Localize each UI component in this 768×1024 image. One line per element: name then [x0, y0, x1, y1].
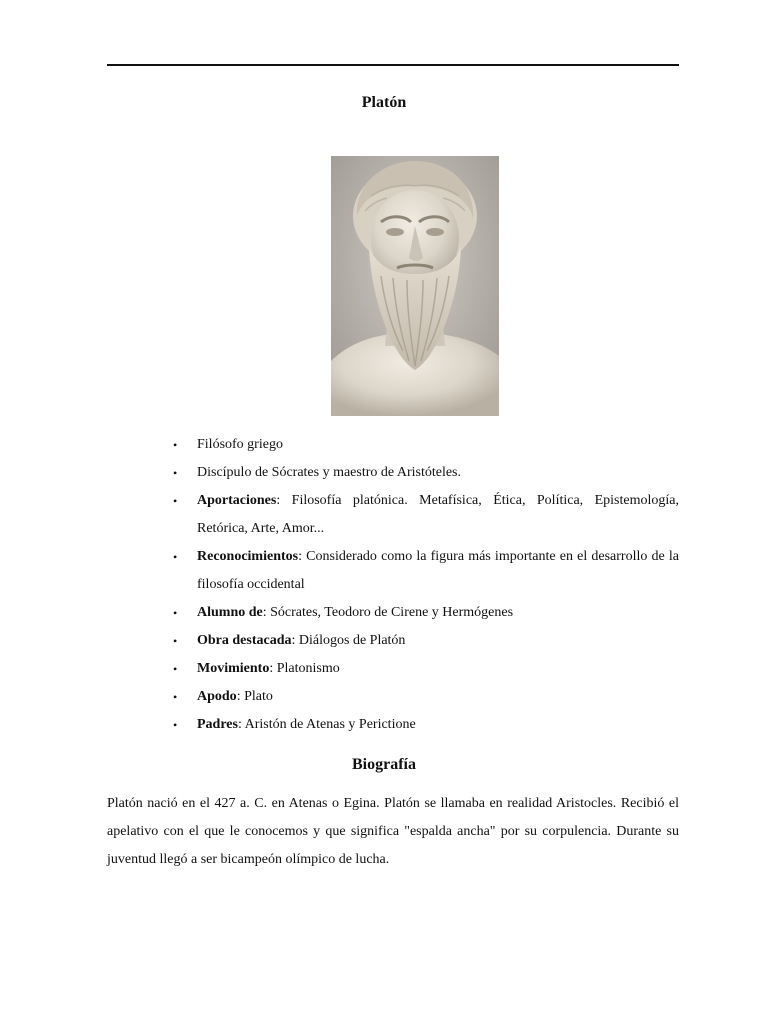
- list-item: [107, 487, 679, 543]
- fact-text: Diálogos de Platón: [298, 633, 406, 648]
- list-item: [107, 459, 679, 487]
- fact-separator: :: [276, 493, 292, 508]
- fact-text: Filosofía platónica. Metafísica, Ética, Política, Epistemología, Retórica, Arte, Amor...: [197, 493, 679, 536]
- fact-label: Movimiento: [197, 661, 270, 676]
- bullet-icon: •: [173, 718, 178, 732]
- facts-list: [107, 431, 679, 739]
- bullet-icon: •: [173, 606, 178, 620]
- section-heading-biography: Biografía: [352, 756, 416, 773]
- list-item: [107, 627, 679, 655]
- fact-label: Apodo: [197, 689, 237, 704]
- fact-text: Plato: [244, 689, 273, 704]
- bullet-icon: •: [173, 494, 178, 508]
- fact-label: Aportaciones: [197, 493, 277, 508]
- fact-text: Filósofo griego: [197, 437, 283, 452]
- fact-text: Aristón de Atenas y Perictione: [244, 717, 416, 732]
- fact-text: Considerado como la figura más importante en el desarrollo de la filosofía occidental: [197, 549, 680, 592]
- list-item: [107, 711, 679, 739]
- header-rule: [107, 64, 679, 66]
- fact-separator: :: [236, 689, 245, 704]
- fact-separator: :: [291, 633, 299, 648]
- list-item: [107, 683, 679, 711]
- list-item: [107, 599, 679, 627]
- fact-label: Padres: [197, 717, 238, 732]
- plato-bust-illustration: [331, 156, 499, 416]
- fact-text: Platonismo: [276, 661, 340, 676]
- fact-label: Alumno de: [197, 605, 263, 620]
- fact-separator: :: [269, 661, 277, 676]
- bullet-icon: •: [173, 438, 178, 452]
- bullet-icon: •: [173, 634, 178, 648]
- fact-label: Reconocimientos: [197, 549, 299, 564]
- plato-bust-image: [331, 156, 499, 416]
- fact-separator: :: [262, 605, 271, 620]
- bullet-icon: •: [173, 662, 178, 676]
- bullet-icon: •: [173, 690, 178, 704]
- fact-separator: :: [237, 717, 245, 732]
- list-item: [107, 655, 679, 683]
- biography-paragraph: Platón nació en el 427 a. C. en Atenas o Egina. Platón se llamaba en realidad Aristocles. Recibió el apelativo con el que le conocemos y que significa "espalda ancha" por su corpulencia. Durante su juventud llegó a ser bicampeón olímpico de lucha.: [107, 796, 679, 867]
- list-item: [107, 431, 679, 459]
- list-item: [107, 543, 679, 599]
- fact-separator: :: [298, 549, 307, 564]
- fact-label: Obra destacada: [197, 633, 292, 648]
- fact-text: Sócrates, Teodoro de Cirene y Hermógenes: [270, 605, 514, 620]
- bullet-icon: •: [173, 550, 178, 564]
- fact-text: Discípulo de Sócrates y maestro de Aristóteles.: [197, 465, 461, 480]
- page-title: Platón: [361, 94, 407, 111]
- bullet-icon: •: [173, 466, 178, 480]
